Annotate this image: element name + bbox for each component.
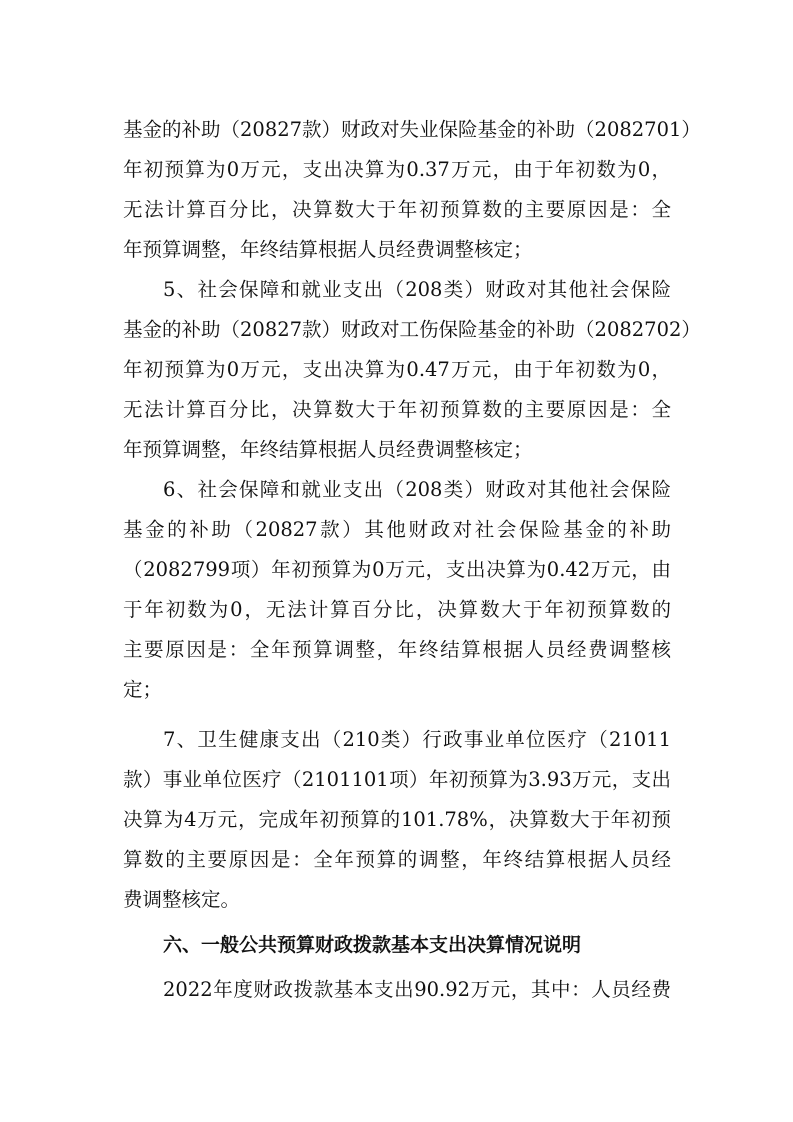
paragraph-line: （2082799项）年初预算为0万元，支出决算为0.42万元，由 — [123, 558, 671, 581]
paragraph-line: 年初预算为0万元，支出决算为0.37万元，由于年初数为0， — [123, 158, 671, 181]
paragraph-line: 于年初数为0，无法计算百分比，决算数大于年初预算数的 — [123, 598, 671, 621]
paragraph-line: 定； — [123, 678, 163, 701]
paragraph-line: 主要原因是：全年预算调整，年终结算根据人员经费调整核 — [123, 638, 671, 661]
paragraph-line: 基金的补助（20827款）财政对失业保险基金的补助（2082701） — [123, 118, 701, 141]
paragraph-line: 年预算调整，年终结算根据人员经费调整核定； — [123, 238, 533, 261]
paragraph-line: 基金的补助（20827款）财政对工伤保险基金的补助（2082702） — [123, 318, 701, 341]
paragraph-line: 6、社会保障和就业支出（208类）财政对其他社会保险 — [163, 478, 671, 501]
paragraph-line: 无法计算百分比，决算数大于年初预算数的主要原因是：全 — [123, 198, 671, 221]
paragraph-line: 决算为4万元，完成年初预算的101.78%，决算数大于年初预 — [123, 808, 671, 831]
paragraph-line: 基金的补助（20827款）其他财政对社会保险基金的补助 — [123, 518, 671, 541]
paragraph-line: 无法计算百分比，决算数大于年初预算数的主要原因是：全 — [123, 398, 671, 421]
paragraph-line: 年预算调整，年终结算根据人员经费调整核定； — [123, 438, 533, 461]
paragraph-line: 费调整核定。 — [123, 888, 241, 911]
paragraph-line: 款）事业单位医疗（2101101项）年初预算为3.93万元，支出 — [123, 768, 671, 791]
section-heading: 六、一般公共预算财政拨款基本支出决算情况说明 — [163, 934, 582, 956]
paragraph-line: 算数的主要原因是：全年预算的调整，年终结算根据人员经 — [123, 848, 671, 871]
paragraph-line: 年初预算为0万元，支出决算为0.47万元，由于年初数为0， — [123, 358, 671, 381]
paragraph-line: 2022年度财政拨款基本支出90.92万元，其中：人员经费 — [163, 978, 671, 1001]
paragraph-line: 7、卫生健康支出（210类）行政事业单位医疗（21011 — [163, 728, 671, 751]
paragraph-line: 5、社会保障和就业支出（208类）财政对其他社会保险 — [163, 278, 671, 301]
